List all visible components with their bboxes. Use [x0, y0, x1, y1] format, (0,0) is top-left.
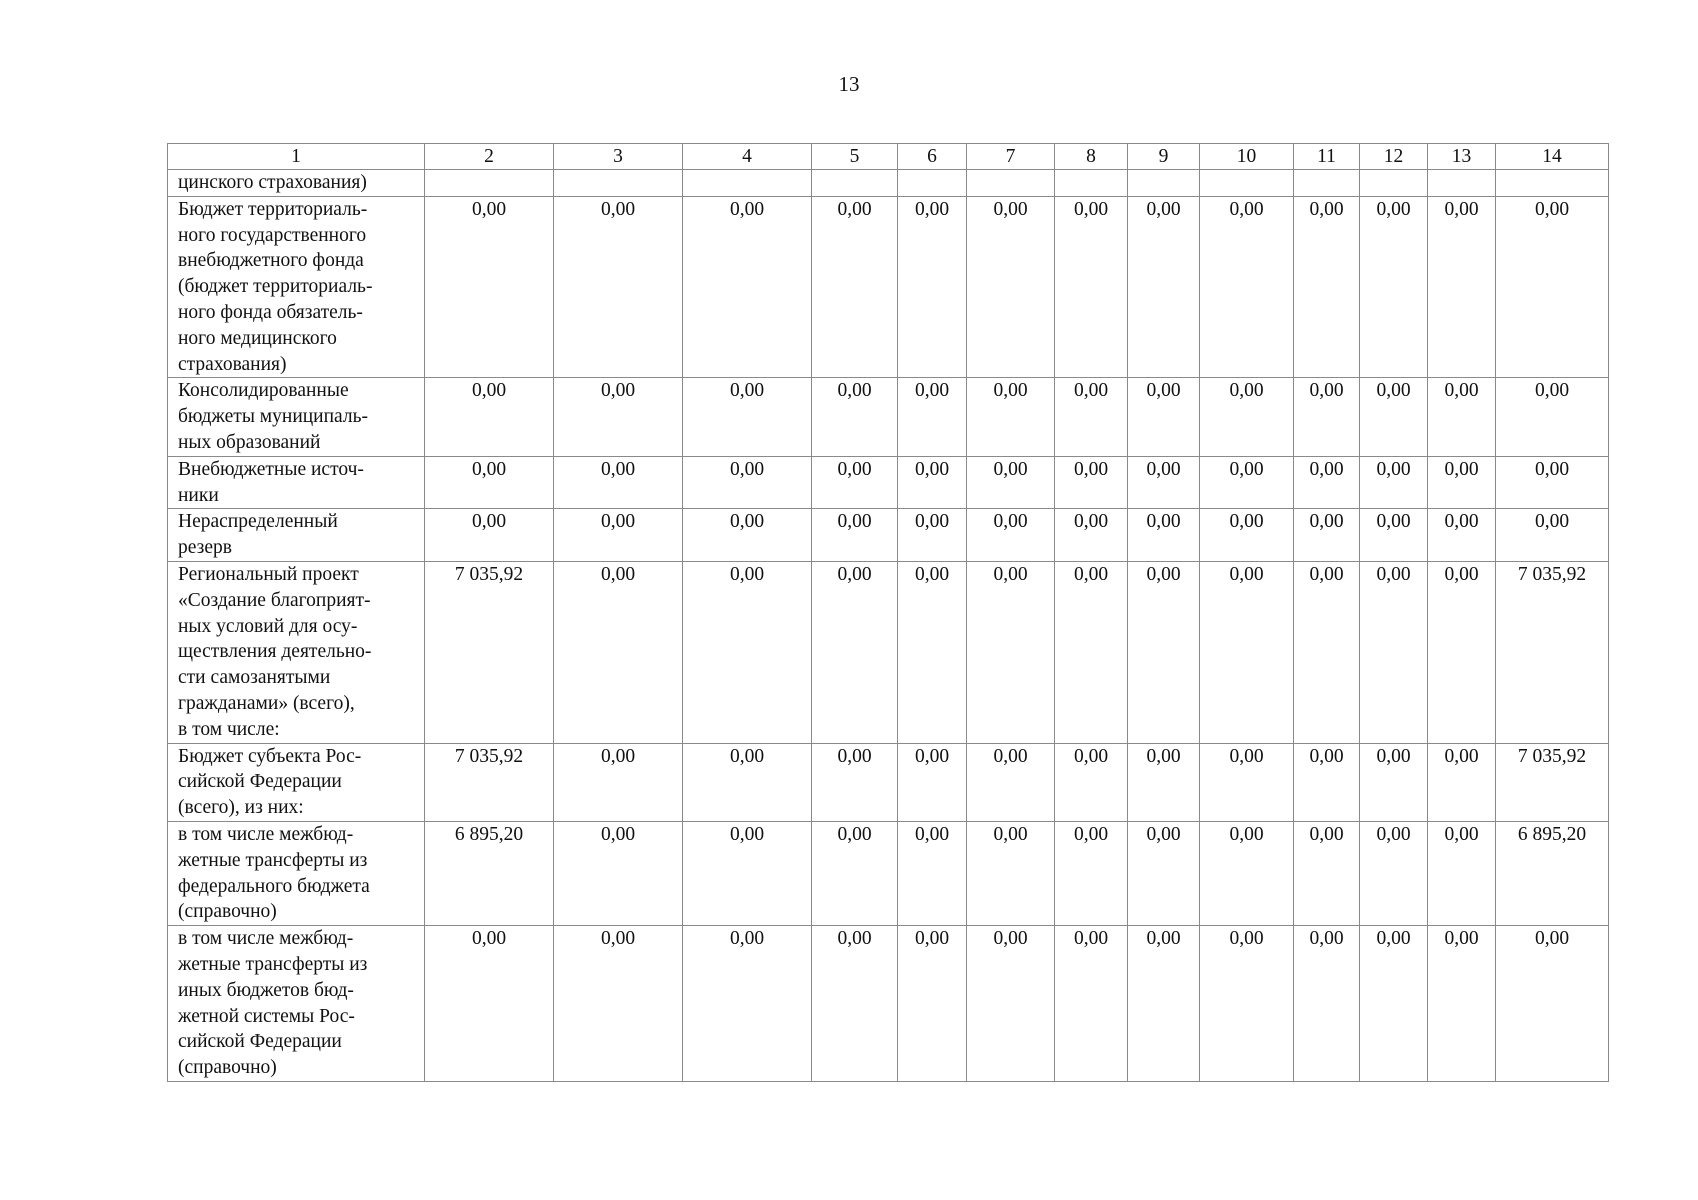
value-cell: 0,00	[683, 378, 812, 456]
row-label: в том числе межбюд- жетные трансферты из федерального бюджета (справочно)	[168, 821, 425, 925]
value-cell: 0,00	[683, 561, 812, 743]
row-label: цинского страхования)	[168, 170, 425, 197]
column-number: 3	[554, 144, 683, 170]
value-cell: 0,00	[1496, 456, 1609, 509]
value-cell: 0,00	[1360, 378, 1428, 456]
value-cell: 0,00	[554, 926, 683, 1082]
page-number: 13	[838, 72, 860, 96]
column-number: 4	[683, 144, 812, 170]
value-cell: 0,00	[1496, 378, 1609, 456]
value-cell: 0,00	[1055, 561, 1128, 743]
value-cell: 0,00	[812, 378, 898, 456]
value-cell: 0,00	[967, 509, 1055, 562]
column-number: 8	[1055, 144, 1128, 170]
value-cell: 0,00	[1294, 378, 1360, 456]
value-cell	[812, 170, 898, 197]
value-cell: 0,00	[898, 196, 967, 378]
table-row	[168, 821, 1609, 925]
value-cell: 6 895,20	[425, 821, 554, 925]
value-cell: 0,00	[1428, 509, 1496, 562]
value-cell: 0,00	[967, 378, 1055, 456]
value-cell: 0,00	[425, 456, 554, 509]
value-cell: 0,00	[554, 743, 683, 821]
value-cell	[1428, 170, 1496, 197]
value-cell: 6 895,20	[1496, 821, 1609, 925]
value-cell: 7 035,92	[1496, 561, 1609, 743]
value-cell: 0,00	[1200, 821, 1294, 925]
value-cell: 0,00	[1200, 509, 1294, 562]
value-cell: 0,00	[1294, 509, 1360, 562]
value-cell: 0,00	[812, 509, 898, 562]
value-cell: 0,00	[425, 509, 554, 562]
value-cell: 7 035,92	[425, 743, 554, 821]
column-number-row	[168, 144, 1609, 170]
value-cell: 0,00	[898, 509, 967, 562]
value-cell: 0,00	[1294, 561, 1360, 743]
value-cell: 0,00	[1496, 926, 1609, 1082]
value-cell: 0,00	[1294, 456, 1360, 509]
value-cell: 0,00	[1360, 509, 1428, 562]
value-cell	[1496, 170, 1609, 197]
value-cell: 0,00	[1360, 926, 1428, 1082]
value-cell: 0,00	[683, 743, 812, 821]
value-cell: 0,00	[1360, 743, 1428, 821]
value-cell: 0,00	[1128, 926, 1200, 1082]
row-label: Нераспределенный резерв	[168, 509, 425, 562]
column-number: 11	[1294, 144, 1360, 170]
value-cell: 0,00	[1428, 561, 1496, 743]
value-cell	[1128, 170, 1200, 197]
value-cell: 0,00	[1128, 509, 1200, 562]
value-cell: 0,00	[1428, 926, 1496, 1082]
value-cell: 7 035,92	[425, 561, 554, 743]
value-cell: 0,00	[1128, 743, 1200, 821]
value-cell: 0,00	[554, 509, 683, 562]
value-cell	[1360, 170, 1428, 197]
value-cell: 0,00	[1200, 378, 1294, 456]
value-cell: 0,00	[898, 743, 967, 821]
value-cell: 0,00	[1428, 743, 1496, 821]
value-cell: 0,00	[1360, 456, 1428, 509]
value-cell: 0,00	[812, 561, 898, 743]
value-cell: 0,00	[425, 378, 554, 456]
value-cell: 0,00	[1428, 821, 1496, 925]
value-cell: 0,00	[1496, 509, 1609, 562]
value-cell: 0,00	[1128, 821, 1200, 925]
value-cell: 0,00	[1360, 561, 1428, 743]
column-number: 13	[1428, 144, 1496, 170]
value-cell: 0,00	[683, 456, 812, 509]
value-cell: 0,00	[1055, 743, 1128, 821]
table-row	[168, 561, 1609, 743]
table-row	[168, 378, 1609, 456]
value-cell	[1200, 170, 1294, 197]
value-cell: 0,00	[554, 456, 683, 509]
budget-table	[167, 143, 1609, 1082]
value-cell: 0,00	[1128, 456, 1200, 509]
column-number: 12	[1360, 144, 1428, 170]
value-cell: 0,00	[683, 509, 812, 562]
row-label: Внебюджетные источ- ники	[168, 456, 425, 509]
value-cell: 7 035,92	[1496, 743, 1609, 821]
value-cell: 0,00	[967, 743, 1055, 821]
table-row	[168, 926, 1609, 1082]
value-cell: 0,00	[554, 821, 683, 925]
table-body	[168, 144, 1609, 1082]
value-cell: 0,00	[898, 378, 967, 456]
row-label: Региональный проект «Создание благоприят- ных условий для осу- ществления деятельно- сти самозанятыми гражданами» (всего), в том числе:	[168, 561, 425, 743]
value-cell: 0,00	[898, 926, 967, 1082]
column-number: 6	[898, 144, 967, 170]
row-label: Консолидированные бюджеты муниципаль- ных образований	[168, 378, 425, 456]
value-cell: 0,00	[812, 926, 898, 1082]
value-cell: 0,00	[967, 196, 1055, 378]
value-cell: 0,00	[898, 561, 967, 743]
value-cell: 0,00	[683, 926, 812, 1082]
column-number: 5	[812, 144, 898, 170]
value-cell: 0,00	[1294, 196, 1360, 378]
value-cell: 0,00	[1360, 821, 1428, 925]
value-cell: 0,00	[1055, 456, 1128, 509]
value-cell	[683, 170, 812, 197]
value-cell: 0,00	[1128, 561, 1200, 743]
value-cell: 0,00	[1360, 196, 1428, 378]
value-cell: 0,00	[1055, 378, 1128, 456]
value-cell: 0,00	[1055, 509, 1128, 562]
value-cell: 0,00	[898, 456, 967, 509]
value-cell	[554, 170, 683, 197]
value-cell: 0,00	[425, 196, 554, 378]
value-cell	[898, 170, 967, 197]
value-cell: 0,00	[1200, 926, 1294, 1082]
column-number: 2	[425, 144, 554, 170]
value-cell: 0,00	[1294, 821, 1360, 925]
table-row	[168, 170, 1609, 197]
value-cell: 0,00	[1200, 196, 1294, 378]
value-cell: 0,00	[1428, 378, 1496, 456]
value-cell: 0,00	[1294, 743, 1360, 821]
value-cell	[425, 170, 554, 197]
value-cell: 0,00	[683, 821, 812, 925]
value-cell: 0,00	[967, 821, 1055, 925]
row-label: Бюджет субъекта Рос- сийской Федерации (всего), из них:	[168, 743, 425, 821]
value-cell: 0,00	[683, 196, 812, 378]
value-cell: 0,00	[812, 196, 898, 378]
column-number: 7	[967, 144, 1055, 170]
value-cell: 0,00	[1428, 456, 1496, 509]
row-label: Бюджет территориаль- ного государственного внебюджетного фонда (бюджет территориаль- ного фонда обязатель- ного медицинского страхования)	[168, 196, 425, 378]
value-cell: 0,00	[1055, 196, 1128, 378]
table-row	[168, 456, 1609, 509]
value-cell: 0,00	[1128, 378, 1200, 456]
value-cell: 0,00	[554, 196, 683, 378]
value-cell: 0,00	[812, 821, 898, 925]
value-cell	[1055, 170, 1128, 197]
value-cell: 0,00	[1200, 456, 1294, 509]
value-cell: 0,00	[1428, 196, 1496, 378]
value-cell: 0,00	[812, 743, 898, 821]
value-cell: 0,00	[554, 561, 683, 743]
value-cell	[967, 170, 1055, 197]
value-cell: 0,00	[1200, 743, 1294, 821]
value-cell: 0,00	[812, 456, 898, 509]
table-row	[168, 509, 1609, 562]
value-cell: 0,00	[425, 926, 554, 1082]
value-cell: 0,00	[554, 378, 683, 456]
value-cell: 0,00	[1055, 926, 1128, 1082]
column-number: 9	[1128, 144, 1200, 170]
table-row	[168, 743, 1609, 821]
column-number: 10	[1200, 144, 1294, 170]
row-label: в том числе межбюд- жетные трансферты из иных бюджетов бюд- жетной системы Рос- сийской Федерации (справочно)	[168, 926, 425, 1082]
value-cell: 0,00	[1200, 561, 1294, 743]
value-cell: 0,00	[967, 456, 1055, 509]
value-cell: 0,00	[1128, 196, 1200, 378]
value-cell: 0,00	[967, 926, 1055, 1082]
table-row	[168, 196, 1609, 378]
value-cell: 0,00	[967, 561, 1055, 743]
value-cell: 0,00	[898, 821, 967, 925]
column-number: 1	[168, 144, 425, 170]
value-cell	[1294, 170, 1360, 197]
value-cell: 0,00	[1294, 926, 1360, 1082]
value-cell: 0,00	[1055, 821, 1128, 925]
value-cell: 0,00	[1496, 196, 1609, 378]
column-number: 14	[1496, 144, 1609, 170]
